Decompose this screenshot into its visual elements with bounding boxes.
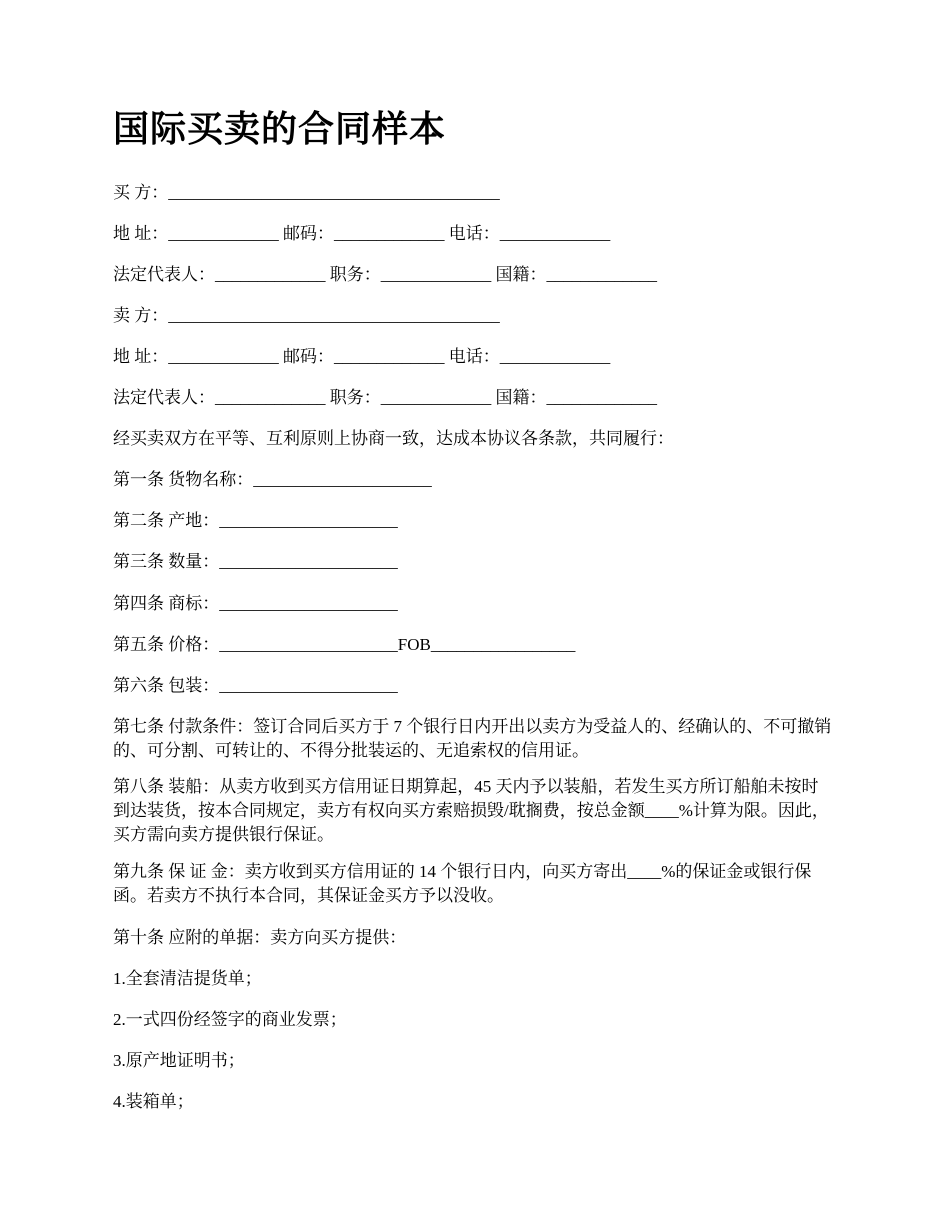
buyer-address-line: 地 址：_____________ 邮码：_____________ 电话：_____________ [113,224,611,243]
document-item: 4.装箱单； [113,1092,194,1111]
buyer-name-line: 买 方：_______________________________________ [113,183,500,202]
article-4: 第四条 商标：_____________________ [113,594,398,613]
document-item: 2.一式四份经签字的商业发票； [113,1010,347,1029]
article-8: 第八条 装船：从卖方收到买方信用证日期算起，45 天内予以装船，若发生买方所订船舶未按时到达装货，按本合同规定，卖方有权向买方索赔损毁/耽搁费，按总金额____%计算为限。因此，买方需向卖方提供银行保证。 [113,777,829,844]
article-9: 第九条 保 证 金：卖方收到买方信用证的 14 个银行日内，向买方寄出____%的保证金或银行保函。若卖方不执行本合同，其保证金买方予以没收。 [113,862,812,905]
article-7: 第七条 付款条件：签订合同后买方于 7 个银行日内开出以卖方为受益人的、经确认的、不可撤销的、可分割、可转让的、不得分批装运的、无追索权的信用证。 [113,717,832,760]
seller-address-line: 地 址：_____________ 邮码：_____________ 电话：_____________ [113,347,611,366]
seller-representative-line: 法定代表人：_____________ 职务：_____________ 国籍：_____________ [113,388,657,407]
seller-name-line: 卖 方：_______________________________________ [113,306,500,325]
document-item: 3.原产地证明书； [113,1051,245,1070]
document-item: 1.全套清洁提货单； [113,969,262,988]
article-5: 第五条 价格：_____________________FOB_________________ [113,635,576,654]
article-6: 第六条 包装：_____________________ [113,676,398,695]
article-1: 第一条 货物名称：_____________________ [113,470,432,489]
article-3: 第三条 数量：_____________________ [113,552,398,571]
buyer-representative-line: 法定代表人：_____________ 职务：_____________ 国籍：_____________ [113,265,657,284]
article-2: 第二条 产地：_____________________ [113,511,398,530]
article-10: 第十条 应附的单据：卖方向买方提供： [113,928,407,947]
intro-paragraph: 经买卖双方在平等、互利原则上协商一致，达成本协议各条款，共同履行： [113,429,674,448]
document-title: 国际买卖的合同样本 [113,109,447,150]
